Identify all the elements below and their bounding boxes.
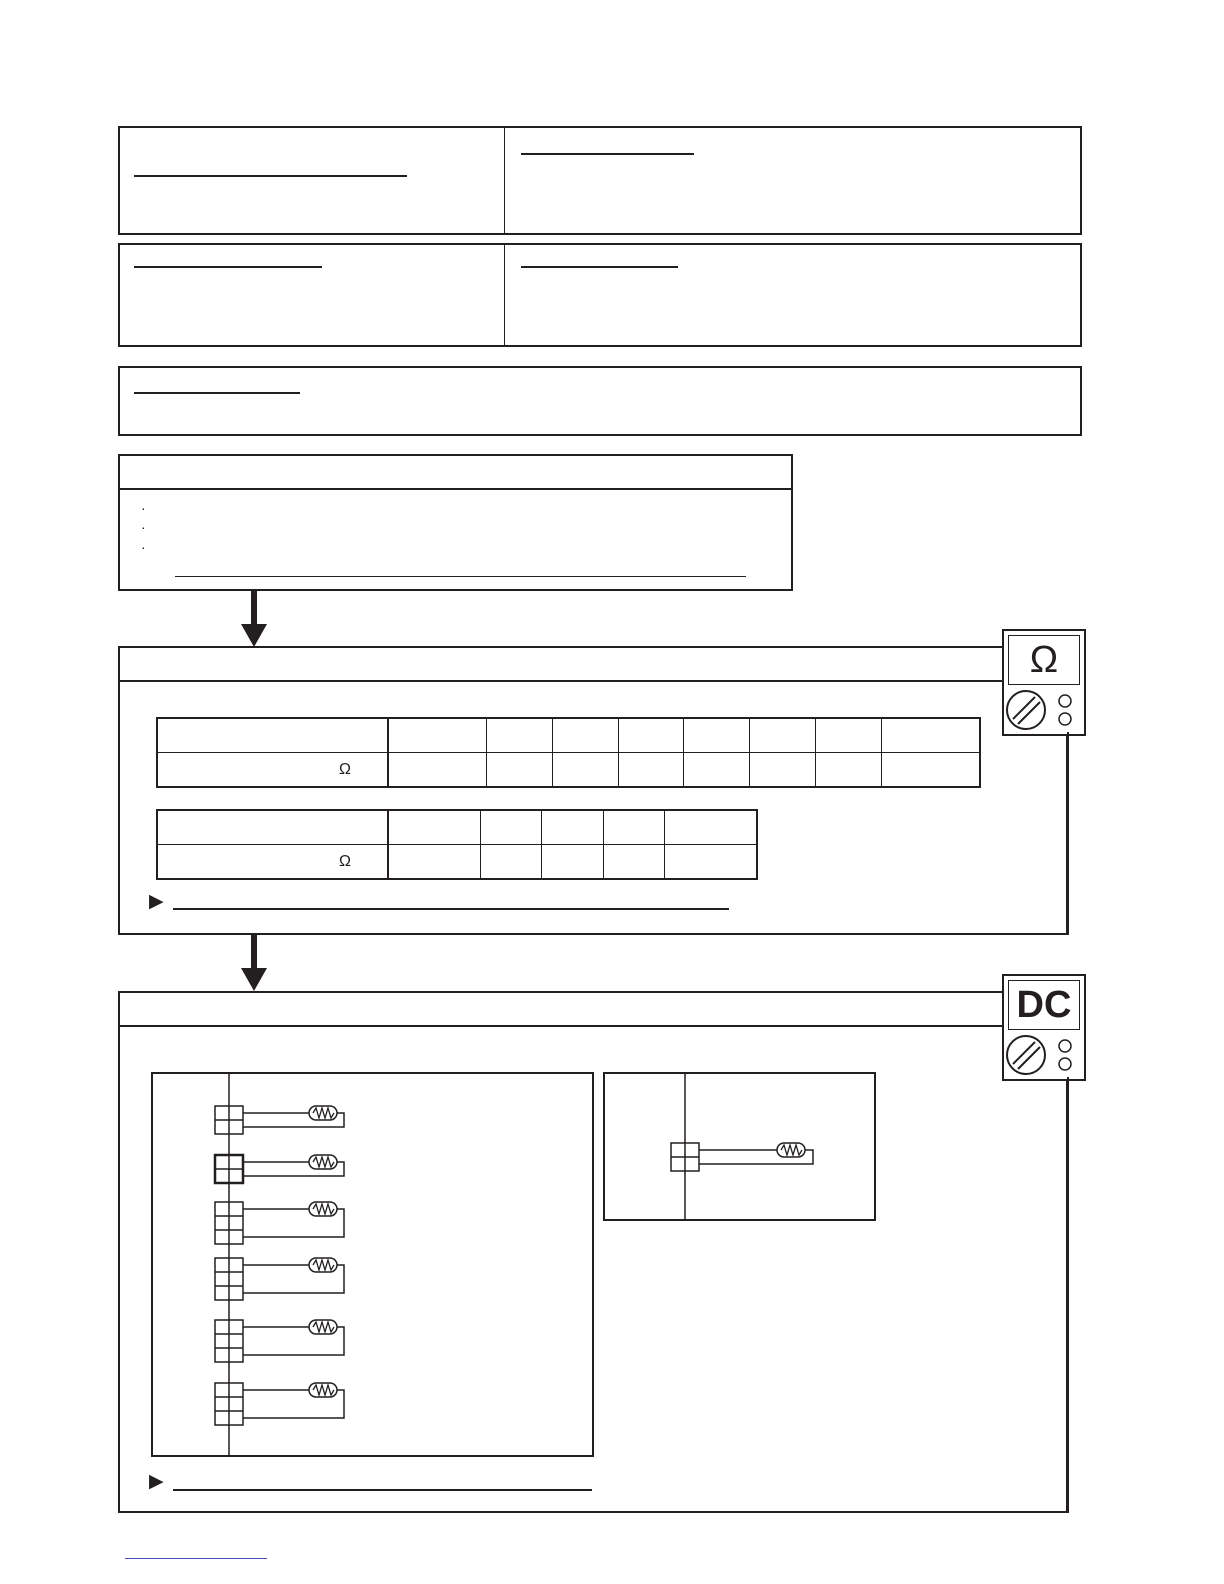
check-bullet-1: · [141,500,146,516]
voltage-step-title-rule [119,1025,1003,1027]
dc-voltmeter-icon [1002,974,1086,1081]
table-cell [603,810,665,845]
resistance-result-underline [173,908,729,910]
thermistor-icon [215,1320,344,1362]
table-cell [388,810,480,845]
table-row [157,718,980,753]
info-box-row-1 [118,126,1082,235]
info-box-mid-right-underline [521,266,678,268]
sensor-wiring-diagram-left [151,1072,595,1458]
table-cell [684,718,750,753]
check-bullet-2: · [141,519,146,535]
table-cell [388,718,487,753]
table-row [157,810,757,845]
table-cell [665,810,757,845]
table-cell [815,718,881,753]
info-box-mid-left-underline [134,266,322,268]
info-box-row-2-divider [504,244,505,346]
table-cell [388,753,487,788]
down-arrow-icon [240,590,268,648]
result-arrow-icon: ▶ [149,891,164,912]
table-cell [542,845,604,880]
ohmmeter-symbol: Ω [1029,639,1059,681]
table-row [157,845,757,880]
dc-voltmeter-dial-icon [1004,1031,1082,1077]
table-row [157,753,980,788]
info-box-wide [118,366,1082,436]
table-cell [388,845,480,880]
info-box-top-right-underline [521,153,694,155]
ohmmeter-icon [1002,629,1086,736]
thermistor-icon [215,1383,344,1425]
thermistor-icon [215,1155,344,1183]
resistance-table-1 [156,717,981,788]
dc-voltmeter-lead [1067,1077,1069,1513]
table-cell [552,718,618,753]
table-cell [881,718,980,753]
thermistor-icon [671,1143,813,1171]
info-box-top-left-underline [134,175,407,177]
table-cell [750,718,816,753]
resistance-step-title-rule [119,680,1003,682]
ohmmeter-dial-icon [1004,686,1082,732]
thermistor-icon [215,1106,344,1134]
table-cell [157,718,388,753]
sensor-wiring-diagram-right [603,1072,877,1222]
ohmmeter-display [1008,635,1080,685]
check-box-note-underline [175,576,746,577]
resistance-step-box [118,646,1068,935]
dc-voltmeter-symbol: DC [1016,984,1072,1026]
table-cell [618,753,684,788]
table-cell [480,810,542,845]
table-cell [487,753,553,788]
table-cell [542,810,604,845]
info-box-wide-underline [134,392,300,394]
table-cell [815,753,881,788]
ohmmeter-lead [1067,732,1069,935]
check-box-title-rule [119,488,792,490]
table-cell [603,845,665,880]
resistance-unit-label: Ω [157,845,388,880]
resistance-unit-label: Ω [157,753,388,788]
table-cell [552,753,618,788]
footer-link-underline[interactable] [125,1558,267,1559]
thermistor-icon [215,1202,344,1244]
info-box-row-1-divider [504,127,505,234]
result-arrow-icon: ▶ [149,1471,164,1492]
table-cell [618,718,684,753]
resistance-table-2 [156,809,758,880]
check-bullet-3: · [141,539,146,555]
table-cell [750,753,816,788]
down-arrow-icon [240,934,268,992]
table-cell [665,845,757,880]
info-box-row-2 [118,243,1082,347]
table-cell [881,753,980,788]
table-cell [684,753,750,788]
dc-voltmeter-display [1008,980,1080,1030]
table-cell [157,810,388,845]
table-cell [480,845,542,880]
table-cell [487,718,553,753]
thermistor-icon [215,1258,344,1300]
check-box [118,454,793,591]
voltage-result-underline [173,1489,592,1491]
